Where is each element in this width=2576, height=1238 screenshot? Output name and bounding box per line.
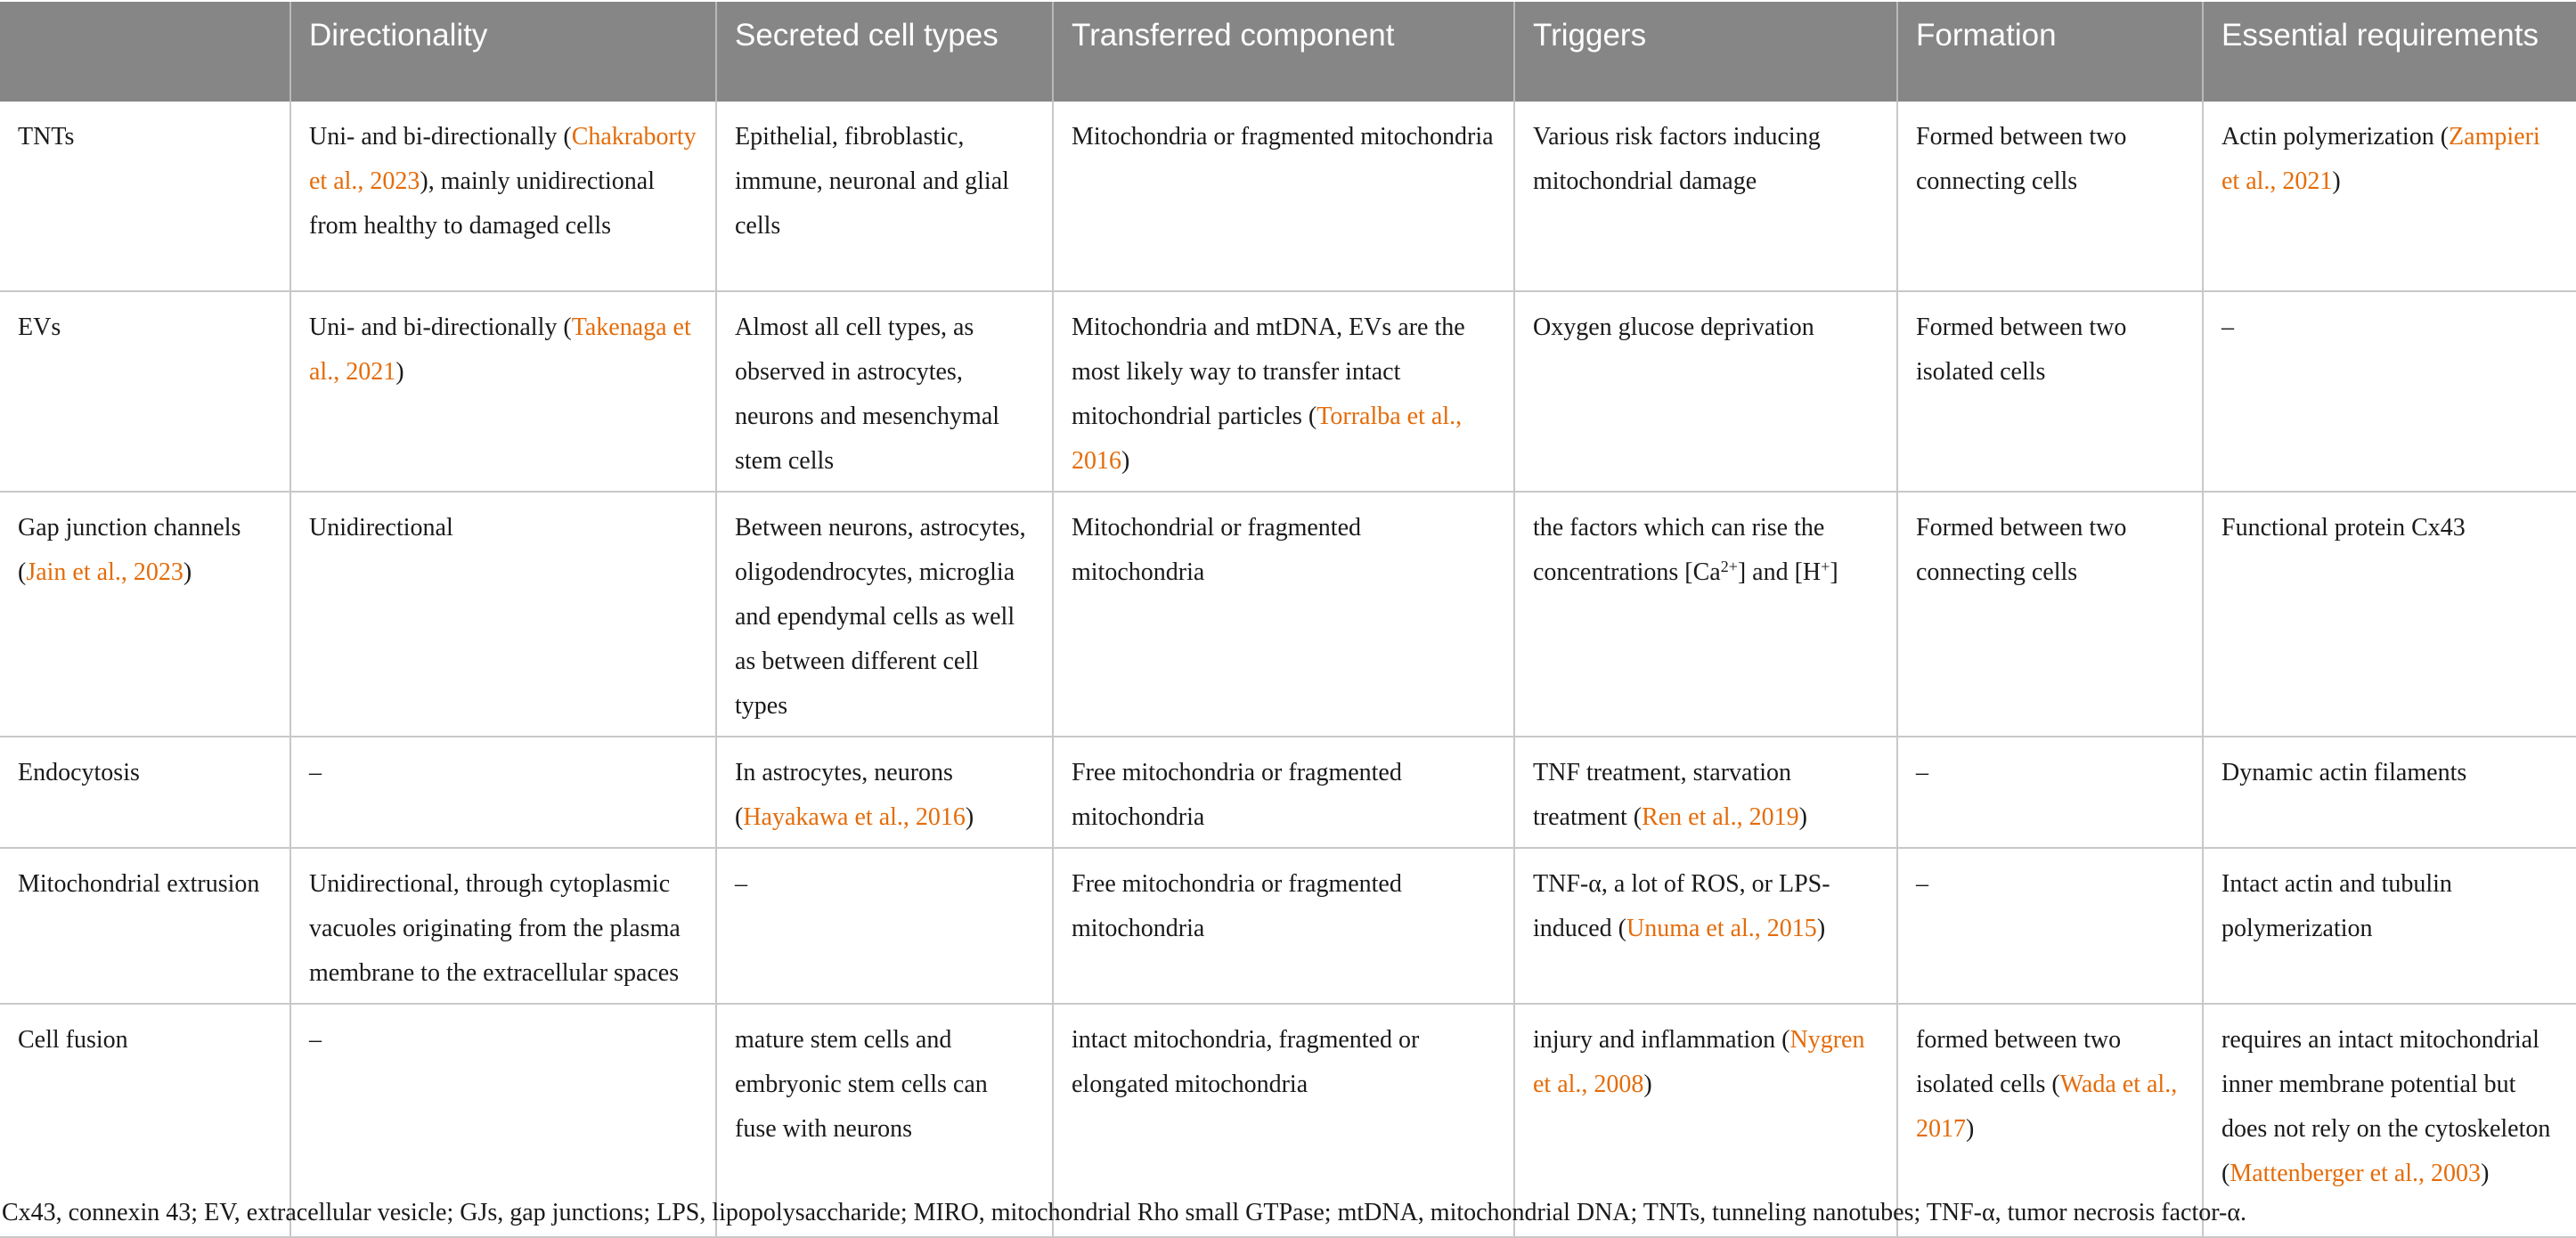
citation-link[interactable]: Takenaga et al., 2021 — [309, 314, 691, 386]
directionality-cell: Unidirectional — [290, 492, 716, 737]
formation-cell: Formed between two connecting cells — [1897, 102, 2203, 291]
superscript: 2+ — [1720, 558, 1738, 575]
transferred-component-cell: Free mitochondria or fragmented mitochondria — [1053, 848, 1514, 1004]
formation-cell: Formed between two isolated cells — [1897, 291, 2203, 492]
formation-cell: Formed between two connecting cells — [1897, 492, 2203, 737]
transferred-component-cell: Mitochondria or fragmented mitochondria — [1053, 102, 1514, 291]
secreted-cell-types-cell: – — [716, 848, 1053, 1004]
transferred-component-cell: Mitochondrial or fragmented mitochondria — [1053, 492, 1514, 737]
secreted-cell-types-cell: Epithelial, fibroblastic, immune, neuronal and glial cells — [716, 102, 1053, 291]
citation-link[interactable]: Wada et al., 2017 — [1916, 1071, 2178, 1143]
triggers-cell: the factors which can rise the concentrations $[Ca^{2+}]$ and [H+] — [1514, 492, 1897, 737]
citation-link[interactable]: Torralba et al., 2016 — [1072, 403, 1463, 475]
formation-cell: – — [1897, 848, 2203, 1004]
citation-link[interactable]: Chakraborty et al., 2023 — [309, 123, 697, 195]
header-directionality: Directionality — [290, 2, 716, 102]
table-row — [0, 492, 2576, 737]
transferred-component-cell: Free mitochondria or fragmented mitochondria — [1053, 737, 1514, 848]
essential-requirements-cell: – — [2203, 291, 2576, 492]
directionality-cell: Unidirectional, through cytoplasmic vacuoles originating from the plasma membrane to the extracellular spaces — [290, 848, 716, 1004]
header-cell-blank — [0, 2, 290, 102]
formation-cell: formed between two isolated cells (Wada et al., 2017) — [1897, 1004, 2203, 1237]
secreted-cell-types-cell: In astrocytes, neurons (Hayakawa et al., 2016) — [716, 737, 1053, 848]
essential-requirements-cell: Functional protein Cx43 — [2203, 492, 2576, 737]
formation-cell: – — [1897, 737, 2203, 848]
triggers-cell: TNF treatment, starvation treatment (Ren et al., 2019) — [1514, 737, 1897, 848]
table-row — [0, 737, 2576, 848]
row-label-cell: TNTs — [0, 102, 290, 291]
citation-link[interactable]: Mattenberger et al., 2003 — [2230, 1160, 2482, 1187]
row-label-cell: Cell fusion — [0, 1004, 290, 1237]
header-secreted-cell-types: Secreted cell types — [716, 2, 1053, 102]
citation-link[interactable]: Zampieri et al., 2021 — [2221, 123, 2540, 195]
header-formation: Formation — [1897, 2, 2203, 102]
triggers-cell: Oxygen glucose deprivation — [1514, 291, 1897, 492]
directionality-cell: Uni- and bi-directionally (Chakraborty et al., 2023), mainly unidirectional from healthy to damaged cells — [290, 102, 716, 291]
triggers-cell: TNF-α, a lot of ROS, or LPS-induced (Unuma et al., 2015) — [1514, 848, 1897, 1004]
table-row — [0, 291, 2576, 492]
citation-link[interactable]: Unuma et al., 2015 — [1626, 915, 1817, 942]
essential-requirements-cell: Intact actin and tubulin polymerization — [2203, 848, 2576, 1004]
header-triggers: Triggers — [1514, 2, 1897, 102]
citation-link[interactable]: Jain et al., 2023 — [26, 558, 183, 586]
transferred-component-cell: Mitochondria and mtDNA, EVs are the most likely way to transfer intact mitochondrial particles (Torralba et al., 2016) — [1053, 291, 1514, 492]
table-row — [0, 102, 2576, 291]
row-label-cell: EVs — [0, 291, 290, 492]
secreted-cell-types-cell: mature stem cells and embryonic stem cells can fuse with neurons — [716, 1004, 1053, 1237]
table-footnote: Cx43, connexin 43; EV, extracellular vesicle; GJs, gap junctions; LPS, lipopolysaccharide; MIRO, mitochondrial Rho small GTPase; mtDNA, mitochondrial DNA; TNTs, tunneling nanotubes; TNF-α, tumor necrosis factor-α. — [2, 1199, 2246, 1226]
essential-requirements-cell: requires an intact mitochondrial inner membrane potential but does not rely on the cytoskeleton (Mattenberger et al., 2003) — [2203, 1004, 2576, 1237]
transferred-component-cell: intact mitochondria, fragmented or elongated mitochondria — [1053, 1004, 1514, 1237]
superscript: + — [1821, 558, 1830, 575]
header-essential-requirements: Essential requirements — [2203, 2, 2576, 102]
essential-requirements-cell: Dynamic actin filaments — [2203, 737, 2576, 848]
row-label-cell: Endocytosis — [0, 737, 290, 848]
secreted-cell-types-cell: Between neurons, astrocytes, oligodendrocytes, microglia and ependymal cells as well as between different cell types — [716, 492, 1053, 737]
header-row — [0, 2, 2576, 102]
row-label-cell: Mitochondrial extrusion — [0, 848, 290, 1004]
triggers-cell: Various risk factors inducing mitochondrial damage — [1514, 102, 1897, 291]
directionality-cell: Uni- and bi-directionally (Takenaga et al., 2021) — [290, 291, 716, 492]
secreted-cell-types-cell: Almost all cell types, as observed in astrocytes, neurons and mesenchymal stem cells — [716, 291, 1053, 492]
row-label-cell: Gap junction channels (Jain et al., 2023) — [0, 492, 290, 737]
directionality-cell: – — [290, 737, 716, 848]
mitochondrial-transfer-table — [0, 2, 2576, 1238]
header-transferred-component: Transferred component — [1053, 2, 1514, 102]
directionality-cell: – — [290, 1004, 716, 1237]
table-row — [0, 848, 2576, 1004]
citation-link[interactable]: Ren et al., 2019 — [1642, 803, 1799, 831]
citation-link[interactable]: Nygren et al., 2008 — [1533, 1026, 1865, 1098]
citation-link[interactable]: Hayakawa et al., 2016 — [743, 803, 966, 831]
triggers-cell: injury and inflammation (Nygren et al., 2008) — [1514, 1004, 1897, 1237]
essential-requirements-cell: Actin polymerization (Zampieri et al., 2021) — [2203, 102, 2576, 291]
